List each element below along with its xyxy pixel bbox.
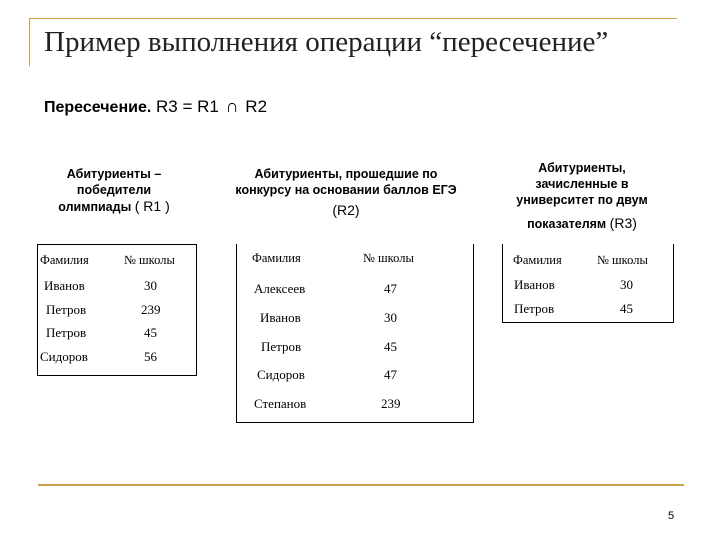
cell-school: 239 [141, 302, 161, 317]
intersection-formula [44, 96, 267, 117]
r3-caption [498, 160, 666, 232]
cell-surname: Иванов [260, 310, 301, 325]
cell-surname: Иванов [44, 278, 85, 293]
formula-operand-b: R2 [245, 97, 268, 116]
caption-line: показателям (R3) [527, 215, 637, 231]
slide-title: Пример выполнения операции “пересечение” [44, 26, 609, 58]
r3-table [502, 244, 674, 323]
relation-label: (R2) [332, 202, 360, 218]
cell-school: 47 [384, 367, 397, 382]
cell-surname: Петров [46, 302, 87, 317]
cell-surname: Сидоров [257, 367, 305, 382]
page-number: 5 [668, 510, 675, 522]
r2-caption [216, 166, 476, 218]
r1-table [37, 244, 197, 376]
header-surname: Фамилия [513, 253, 562, 267]
caption-line: университет по двум [516, 193, 648, 207]
caption-line: Абитуриенты, [538, 161, 626, 175]
cell-school: 30 [144, 278, 157, 293]
intersection-symbol: ∩ [225, 96, 239, 116]
cell-surname: Степанов [254, 396, 307, 411]
formula-prefix: Пересечение. [44, 99, 152, 116]
cell-surname: Алексеев [254, 281, 306, 296]
caption-line: конкурсу на основании баллов ЕГЭ [235, 183, 457, 197]
cell-school: 45 [144, 325, 157, 340]
header-school: № школы [363, 251, 414, 265]
cell-surname: Иванов [514, 277, 555, 292]
cell-school: 56 [144, 349, 157, 364]
relation-label: (R3) [609, 215, 637, 231]
cell-surname: Сидоров [40, 349, 88, 364]
formula-lhs: R3 = [156, 97, 193, 116]
r2-table [236, 244, 474, 423]
cell-surname: Петров [514, 301, 555, 316]
decorative-vertical-line [29, 18, 30, 66]
cell-school: 239 [381, 396, 401, 411]
decorative-top-line [29, 18, 677, 19]
cell-school: 30 [384, 310, 397, 325]
relation-label: ( R1 ) [134, 198, 170, 214]
caption-line: Абитуриенты, прошедшие по [254, 167, 438, 181]
r1-caption [44, 166, 184, 215]
caption-line: олимпиады ( R1 ) [58, 198, 170, 214]
cell-surname: Петров [46, 325, 87, 340]
header-school: № школы [597, 253, 648, 267]
cell-school: 45 [384, 339, 397, 354]
header-surname: Фамилия [40, 253, 89, 267]
cell-school: 45 [620, 301, 633, 316]
header-surname: Фамилия [252, 251, 301, 265]
caption-line: зачисленные в [535, 177, 629, 191]
decorative-bottom-line [38, 484, 684, 486]
header-school: № школы [124, 253, 175, 267]
caption-line: победители [76, 183, 152, 197]
cell-school: 47 [384, 281, 397, 296]
caption-line: Абитуриенты – [66, 167, 162, 181]
cell-school: 30 [620, 277, 633, 292]
cell-surname: Петров [261, 339, 302, 354]
formula-operand-a: R1 [197, 97, 219, 116]
